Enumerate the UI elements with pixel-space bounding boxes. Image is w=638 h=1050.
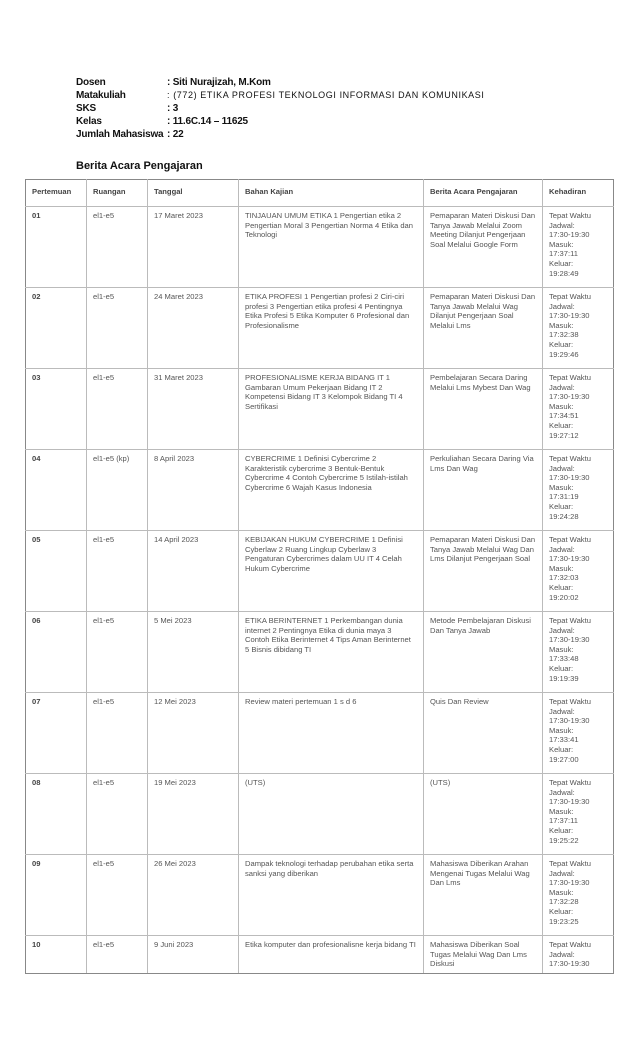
cell-ruangan: el1-e5 <box>87 288 148 369</box>
table-row <box>26 693 614 774</box>
cell-pertemuan: 03 <box>26 369 87 450</box>
cell-tanggal: 5 Mei 2023 <box>148 612 239 693</box>
info-row-dosen <box>76 76 485 89</box>
cell-berita-acara: Metode Pembelajaran Diskusi Dan Tanya Jawab <box>424 612 543 693</box>
cell-ruangan: el1-e5 <box>87 774 148 855</box>
cell-kehadiran: Tepat Waktu Jadwal: 17:30-19:30 <box>543 936 614 974</box>
cell-tanggal: 24 Maret 2023 <box>148 288 239 369</box>
table-row <box>26 207 614 288</box>
cell-tanggal: 19 Mei 2023 <box>148 774 239 855</box>
cell-tanggal: 31 Maret 2023 <box>148 369 239 450</box>
info-label: Kelas <box>76 116 102 127</box>
cell-pertemuan: 06 <box>26 612 87 693</box>
cell-ruangan: el1-e5 (kp) <box>87 450 148 531</box>
cell-kehadiran: Tepat Waktu Jadwal: 17:30-19:30 Masuk: 17:31:19 Keluar: 19:24:28 <box>543 450 614 531</box>
cell-kehadiran: Tepat Waktu Jadwal: 17:30-19:30 Masuk: 17:37:11 Keluar: 19:25:22 <box>543 774 614 855</box>
cell-bahan-kajian: ETIKA PROFESI 1 Pengertian profesi 2 Ciri-ciri profesi 3 Pengertian etika profesi 4 Pentingnya Etika Profesi 5 Etika Komputer 6 Profesional dan Profesionalisme <box>239 288 424 369</box>
cell-pertemuan: 04 <box>26 450 87 531</box>
info-value: : 11.6C.14 – 11625 <box>167 116 248 127</box>
column-header-berita-acara: Berita Acara Pengajaran <box>424 180 543 207</box>
table-row <box>26 774 614 855</box>
table-header-row <box>26 180 614 207</box>
cell-berita-acara: Mahasiswa Diberikan Arahan Mengenai Tugas Melalui Wag Dan Lms <box>424 855 543 936</box>
cell-tanggal: 9 Juni 2023 <box>148 936 239 974</box>
cell-pertemuan: 02 <box>26 288 87 369</box>
table-row <box>26 531 614 612</box>
cell-bahan-kajian: Review materi pertemuan 1 s d 6 <box>239 693 424 774</box>
cell-berita-acara: Pemaparan Materi Diskusi Dan Tanya Jawab Melalui Wag Dilanjut Pengerjaan Soal Melalui Lms <box>424 288 543 369</box>
cell-kehadiran: Tepat Waktu Jadwal: 17:30-19:30 Masuk: 17:37:11 Keluar: 19:28:49 <box>543 207 614 288</box>
cell-pertemuan: 09 <box>26 855 87 936</box>
column-header-pertemuan: Pertemuan <box>26 180 87 207</box>
cell-pertemuan: 10 <box>26 936 87 974</box>
cell-berita-acara: Perkuliahan Secara Daring Via Lms Dan Wag <box>424 450 543 531</box>
cell-ruangan: el1-e5 <box>87 369 148 450</box>
info-row-matakuliah <box>76 89 485 102</box>
cell-bahan-kajian: Etika komputer dan profesionalisne kerja bidang TI <box>239 936 424 974</box>
cell-bahan-kajian: TINJAUAN UMUM ETIKA 1 Pengertian etika 2 Pengertian Moral 3 Pengertian Norma 4 Etika dan Teknologi <box>239 207 424 288</box>
cell-pertemuan: 08 <box>26 774 87 855</box>
info-row-kelas <box>76 115 485 128</box>
info-value: : Siti Nurajizah, M.Kom <box>167 77 271 88</box>
cell-bahan-kajian: ETIKA BERINTERNET 1 Perkembangan dunia internet 2 Pentingnya Etika di dunia maya 3 Contoh Etika Berinternet 4 Tips Aman Berinternet 5 Bisnis dibidang TI <box>239 612 424 693</box>
cell-tanggal: 8 April 2023 <box>148 450 239 531</box>
cell-berita-acara: (UTS) <box>424 774 543 855</box>
cell-ruangan: el1-e5 <box>87 207 148 288</box>
cell-berita-acara: Pemaparan Materi Diskusi Dan Tanya Jawab Melalui Zoom Meeting Dilanjut Pengerjaan Soal Melalui Google Form <box>424 207 543 288</box>
cell-tanggal: 17 Maret 2023 <box>148 207 239 288</box>
cell-bahan-kajian: (UTS) <box>239 774 424 855</box>
cell-berita-acara: Pemaparan Materi Diskusi Dan Tanya Jawab Melalui Wag Dan Lms Dilanjut Pengerjaan Soal <box>424 531 543 612</box>
cell-ruangan: el1-e5 <box>87 693 148 774</box>
cell-bahan-kajian: Dampak teknologi terhadap perubahan etika serta sanksi yang diberikan <box>239 855 424 936</box>
cell-tanggal: 14 April 2023 <box>148 531 239 612</box>
table-row <box>26 450 614 531</box>
cell-kehadiran: Tepat Waktu Jadwal: 17:30-19:30 Masuk: 17:33:41 Keluar: 19:27:00 <box>543 693 614 774</box>
cell-kehadiran: Tepat Waktu Jadwal: 17:30-19:30 Masuk: 17:32:28 Keluar: 19:23:25 <box>543 855 614 936</box>
cell-tanggal: 12 Mei 2023 <box>148 693 239 774</box>
section-title: Berita Acara Pengajaran <box>76 160 203 172</box>
cell-ruangan: el1-e5 <box>87 531 148 612</box>
course-info <box>76 76 485 141</box>
table-row <box>26 369 614 450</box>
cell-kehadiran: Tepat Waktu Jadwal: 17:30-19:30 Masuk: 17:34:51 Keluar: 19:27:12 <box>543 369 614 450</box>
info-value: : 22 <box>167 129 184 140</box>
info-value: : 3 <box>167 103 179 114</box>
column-header-tanggal: Tanggal <box>148 180 239 207</box>
column-header-kehadiran: Kehadiran <box>543 180 614 207</box>
cell-pertemuan: 05 <box>26 531 87 612</box>
cell-ruangan: el1-e5 <box>87 936 148 974</box>
cell-bahan-kajian: PROFESIONALISME KERJA BIDANG IT 1 Gambaran Umum Pekerjaan Bidang IT 2 Kompetensi Bidang IT 3 Kelompok Bidang TI 4 Sertifikasi <box>239 369 424 450</box>
cell-berita-acara: Mahasiswa Diberikan Soal Tugas Melalui Wag Dan Lms Diskusi <box>424 936 543 974</box>
info-label: Jumlah Mahasiswa <box>76 129 164 140</box>
info-label: Matakuliah <box>76 90 126 101</box>
cell-pertemuan: 07 <box>26 693 87 774</box>
column-header-bahan-kajian: Bahan Kajian <box>239 180 424 207</box>
table-row <box>26 936 614 974</box>
column-header-ruangan: Ruangan <box>87 180 148 207</box>
info-row-jumlah-mahasiswa <box>76 128 485 141</box>
table-row <box>26 288 614 369</box>
cell-ruangan: el1-e5 <box>87 855 148 936</box>
table-row <box>26 855 614 936</box>
info-label: SKS <box>76 103 96 114</box>
info-value: : (772) ETIKA PROFESI TEKNOLOGI INFORMASI DAN KOMUNIKASI <box>167 90 485 100</box>
cell-bahan-kajian: CYBERCRIME 1 Definisi Cybercrime 2 Karakteristik cybercrime 3 Bentuk-Bentuk Cybercrime 4 Contoh Cybercrime 5 Istilah-istilah Cybercrime 6 Wajah Kasus Indonesia <box>239 450 424 531</box>
cell-ruangan: el1-e5 <box>87 612 148 693</box>
cell-tanggal: 26 Mei 2023 <box>148 855 239 936</box>
cell-kehadiran: Tepat Waktu Jadwal: 17:30-19:30 Masuk: 17:32:03 Keluar: 19:20:02 <box>543 531 614 612</box>
info-label: Dosen <box>76 77 106 88</box>
cell-kehadiran: Tepat Waktu Jadwal: 17:30-19:30 Masuk: 17:33:48 Keluar: 19:19:39 <box>543 612 614 693</box>
cell-berita-acara: Quis Dan Review <box>424 693 543 774</box>
info-row-sks <box>76 102 485 115</box>
cell-kehadiran: Tepat Waktu Jadwal: 17:30-19:30 Masuk: 17:32:38 Keluar: 19:29:46 <box>543 288 614 369</box>
cell-berita-acara: Pembelajaran Secara Daring Melalui Lms Mybest Dan Wag <box>424 369 543 450</box>
cell-bahan-kajian: KEBIJAKAN HUKUM CYBERCRIME 1 Definisi Cyberlaw 2 Ruang Lingkup Cyberlaw 3 Pengaturan Cybercrimes dalam UU IT 4 Celah Hukum Cybercrime <box>239 531 424 612</box>
table-row <box>26 612 614 693</box>
cell-pertemuan: 01 <box>26 207 87 288</box>
berita-acara-table <box>25 179 614 974</box>
